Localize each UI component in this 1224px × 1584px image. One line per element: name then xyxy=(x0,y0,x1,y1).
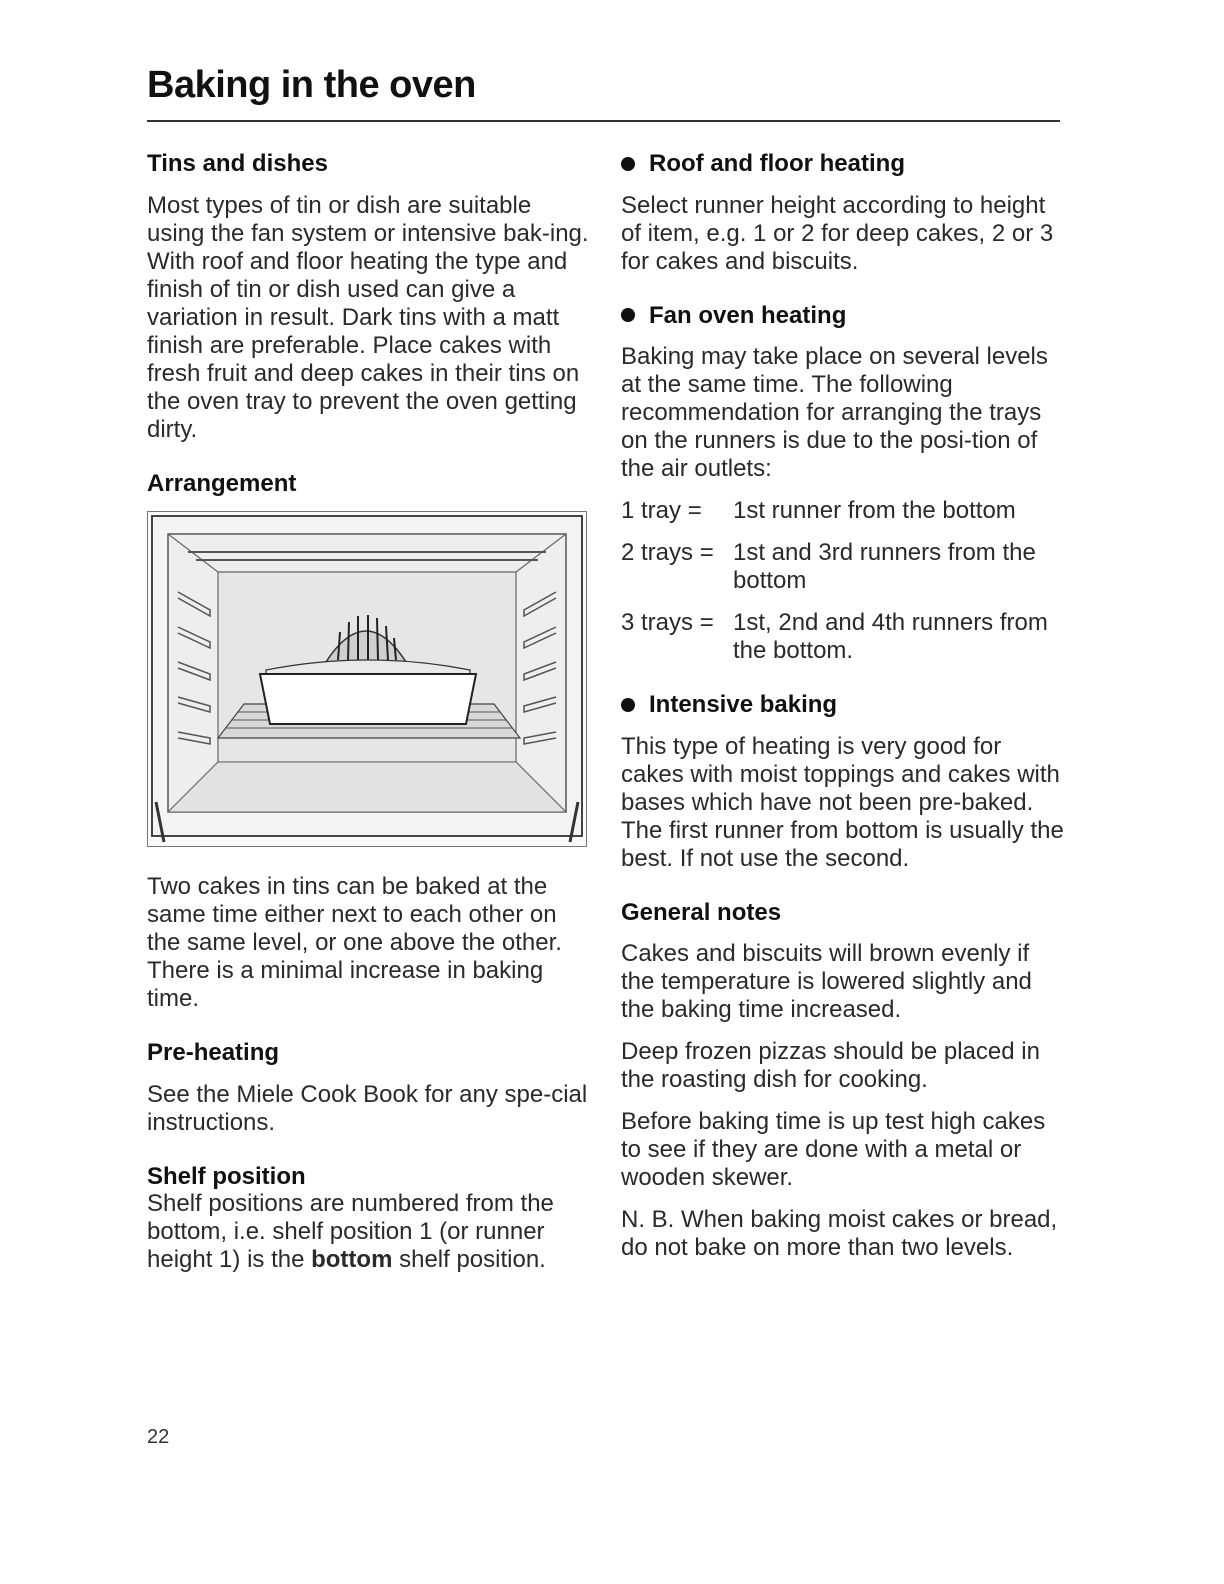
tins-text: Most types of tin or dish are suitable using the fan system or intensive bak-ing. With roof and floor heating the type and finish of tin or dish used can give a variation in result. Dark tins with a matt finish are preferable. Place cakes with fresh fruit and deep cakes in their tins on the oven tray to prevent the oven getting dirty. xyxy=(147,191,589,443)
tray-label: 2 trays = xyxy=(621,539,714,567)
tins-heading: Tins and dishes xyxy=(147,150,328,177)
shelf-position-heading: Shelf position xyxy=(147,1162,306,1190)
shelf-text-part1: Shelf positions are numbered from the bottom, i.e. shelf position 1 (or runner height 1) is the xyxy=(147,1190,554,1274)
oven-interior-drawing xyxy=(148,512,586,846)
tray-label: 1 tray = xyxy=(621,497,702,525)
tray-row xyxy=(621,539,1066,595)
page-number: 22 xyxy=(147,1426,170,1448)
oven-illustration xyxy=(147,511,587,847)
general-note-4: N. B. When baking moist cakes or bread, do not bake on more than two levels. xyxy=(621,1206,1058,1262)
page-title: Baking in the oven xyxy=(147,64,476,106)
tray-row xyxy=(621,609,1066,665)
tray-row xyxy=(621,497,1066,525)
shelf-position-text xyxy=(147,1190,592,1274)
arrangement-heading: Arrangement xyxy=(147,469,297,497)
general-note-2: Deep frozen pizzas should be placed in the roasting dish for cooking. xyxy=(621,1038,1040,1094)
fan-oven-text: Baking may take place on several levels at the same time. The following recommendation for arranging the trays on the runners is due to the posi-tion of the air outlets: xyxy=(621,343,1048,483)
tray-value: 1st runner from the bottom xyxy=(733,497,1016,525)
title-rule xyxy=(147,120,1060,122)
intensive-text-2: The first runner from bottom is usually the best. If not use the second. xyxy=(621,816,1064,872)
tray-label: 3 trays = xyxy=(621,609,714,637)
shelf-text-bold: bottom xyxy=(311,1246,393,1274)
general-note-3: Before baking time is up test high cakes to see if they are done with a metal or wooden skewer. xyxy=(621,1108,1046,1192)
intensive-baking-heading-text: Intensive baking xyxy=(649,691,838,719)
shelf-text-part2: shelf position. xyxy=(392,1246,546,1274)
roof-floor-heading-text: Roof and floor heating xyxy=(649,150,905,177)
preheating-text: See the Miele Cook Book for any spe-cial instructions. xyxy=(147,1080,588,1136)
arrangement-text: Two cakes in tins can be baked at the same time either next to each other on the same level, or one above the other. There is a minimal increase in baking time. xyxy=(147,873,562,1013)
tray-value: 1st and 3rd runners from the bottom xyxy=(733,539,1036,595)
fan-oven-heading xyxy=(621,302,1066,330)
bullet-icon xyxy=(621,157,635,171)
general-notes-heading: General notes xyxy=(621,898,782,926)
intensive-text-1: This type of heating is very good for cakes with moist toppings and cakes with bases which have not been pre-baked. xyxy=(621,732,1060,816)
general-note-1: Cakes and biscuits will brown evenly if the temperature is lowered slightly and the baking time increased. xyxy=(621,940,1032,1024)
fan-oven-heading-text: Fan oven heating xyxy=(649,301,847,329)
tray-value: 1st, 2nd and 4th runners from the bottom. xyxy=(733,609,1048,665)
right-column xyxy=(621,150,1066,1276)
roof-floor-heading xyxy=(621,150,1066,178)
preheating-heading: Pre-heating xyxy=(147,1039,280,1067)
intensive-baking-heading xyxy=(621,691,1066,719)
bullet-icon xyxy=(621,698,635,712)
left-column xyxy=(147,150,592,1288)
roof-floor-text: Select runner height according to height of item, e.g. 1 or 2 for deep cakes, 2 or 3 for cakes and biscuits. xyxy=(621,191,1054,275)
bullet-icon xyxy=(621,308,635,322)
